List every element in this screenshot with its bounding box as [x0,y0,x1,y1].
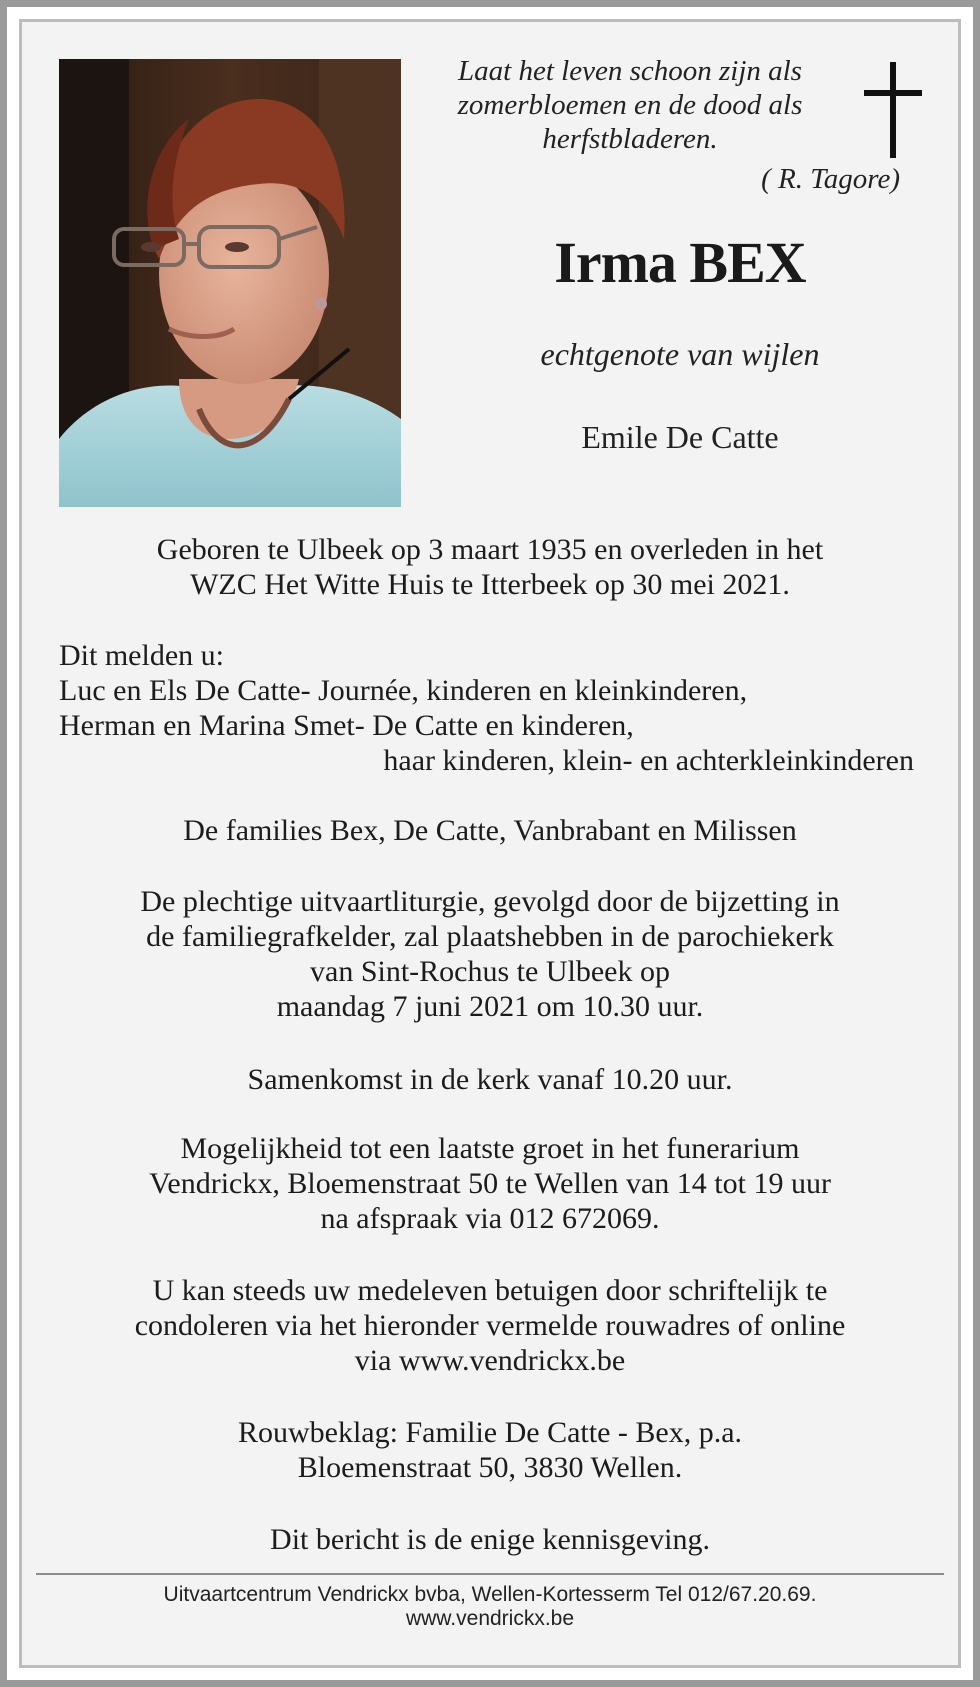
birth-death-text [40,532,940,602]
gathering-text [40,1062,940,1097]
cross-icon [864,62,922,158]
gathering-line: Samenkomst in de kerk vanaf 10.20 uur. [247,1063,733,1096]
announcer-line: Luc en Els De Catte- Journée, kinderen en kleinkinderen, [59,674,748,707]
text-line: van Sint-Rochus te Ulbeek op [310,955,670,988]
text-line: via www.vendrickx.be [354,1344,626,1377]
footer-website: www.vendrickx.be [405,1607,575,1630]
text-line: Mogelijkheid tot een laatste groet in het funerarium [180,1132,800,1165]
families-line: De families Bex, De Catte, Vanbrabant en Milissen [183,814,797,847]
announcers-closing: haar kinderen, klein- en achterkleinkinderen [383,744,914,777]
quote-author: ( R. Tagore) [761,163,900,195]
quote-line: herfstbladeren. [542,123,718,155]
quote-line: zomerbloemen en de dood als [457,89,803,121]
footer-company: Uitvaartcentrum Vendrickx bvba, Wellen-Kortesserm Tel 012/67.20.69. [163,1583,817,1606]
text-line: U kan steeds uw medeleven betuigen door schriftelijk te [152,1274,828,1307]
address-text [40,1415,940,1485]
portrait-photo [59,59,401,507]
text-line: maandag 7 juni 2021 om 10.30 uur. [276,990,704,1023]
spouse-name: Emile De Catte [581,419,779,455]
quote-line: Laat het leven schoon zijn als [458,55,802,87]
announcer-line: Herman en Marina Smet- De Catte en kinderen, [59,709,634,742]
quote [420,54,840,156]
condolences-text [40,1273,940,1378]
footer [40,1583,940,1631]
announcers-intro: Dit melden u: [59,639,224,672]
text-line: Rouwbeklag: Familie De Catte - Bex, p.a. [237,1416,743,1449]
text-line: WZC Het Witte Huis te Itterbeek op 30 mei 2021. [190,568,790,601]
text-line: De plechtige uitvaartliturgie, gevolgd door de bijzetting in [140,885,840,918]
text-line: de familiegrafkelder, zal plaatshebben in de parochiekerk [146,920,834,953]
text-line: condoleren via het hieronder vermelde rouwadres of online [134,1309,846,1342]
liturgy-text [40,884,940,1024]
footer-divider [36,1573,944,1575]
text-line: Geboren te Ulbeek op 3 maart 1935 en overleden in het [156,533,824,566]
families-text [40,813,940,848]
farewell-text [40,1131,940,1236]
relation-label: echtgenote van wijlen [540,336,820,372]
announcers [59,638,939,778]
notice-line: Dit bericht is de enige kennisgeving. [270,1523,710,1556]
text-line: Bloemenstraat 50, 3830 Wellen. [297,1451,683,1484]
text-line: Vendrickx, Bloemenstraat 50 te Wellen van 14 tot 19 uur [149,1167,831,1200]
notice-text [40,1522,940,1557]
deceased-name: Irma BEX [554,230,806,295]
text-line: na afspraak via 012 672069. [320,1202,660,1235]
